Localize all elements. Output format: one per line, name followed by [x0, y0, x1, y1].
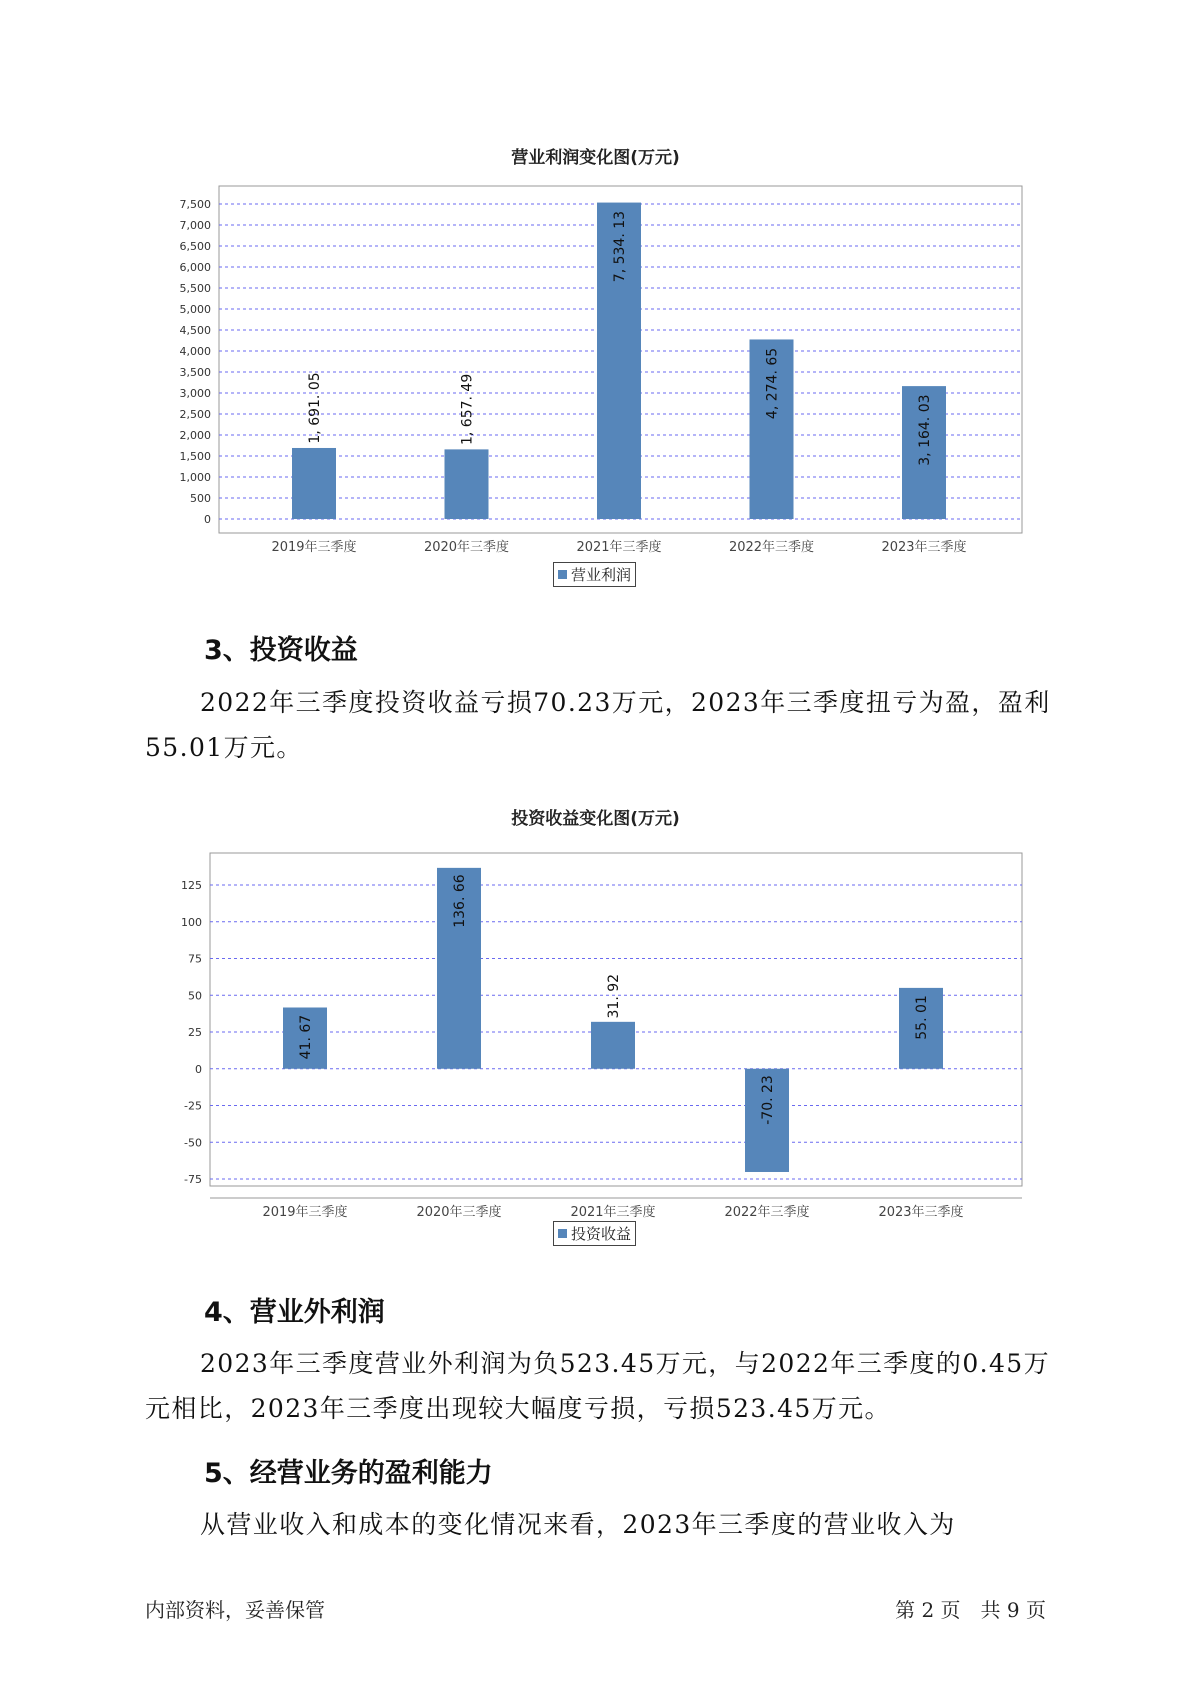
heading-business-profitability: 5、经营业务的盈利能力	[204, 1458, 493, 1489]
y-tick-label: 500	[190, 492, 211, 505]
chart-2-title: 投资收益变化图(万元)	[511, 809, 680, 829]
x-tick-label: 2020年三季度	[416, 1205, 502, 1220]
data-label: 31. 92	[606, 973, 622, 1019]
y-tick-label: 3,500	[179, 366, 211, 379]
x-tick-label: 2019年三季度	[271, 540, 357, 555]
legend-label: 营业利润	[571, 566, 632, 584]
x-tick-label: 2023年三季度	[878, 1205, 964, 1220]
y-tick-label: 125	[181, 879, 202, 892]
x-tick-label: 2021年三季度	[576, 540, 662, 555]
y-tick-label: 4,500	[179, 324, 211, 337]
footer-confidential: 内部资料，妥善保管	[145, 1598, 325, 1622]
paragraph-business-profitability: 从营业收入和成本的变化情况来看，2023年三季度的营业收入为	[200, 1510, 956, 1539]
data-label: 1, 657. 49	[459, 373, 476, 446]
y-tick-label: 5,500	[179, 282, 211, 295]
y-tick-label: 100	[181, 915, 202, 929]
y-tick-label: 3,000	[179, 387, 211, 400]
y-tick-label: 7,500	[179, 198, 211, 211]
data-label: -70. 23	[760, 1075, 776, 1125]
chart-2-legend	[553, 1221, 636, 1246]
data-label: 1, 691. 05	[307, 372, 323, 444]
y-tick-label: 0	[195, 1062, 202, 1076]
y-tick-label: 75	[188, 952, 202, 966]
y-tick-label: -25	[184, 1099, 202, 1113]
y-tick-label: 50	[188, 989, 202, 1003]
y-tick-label: 2,000	[179, 429, 211, 442]
x-tick-label: 2023年三季度	[881, 540, 967, 555]
footer-page-number: 第 2 页 共 9 页	[895, 1598, 1046, 1622]
legend-label: 投资收益	[571, 1225, 632, 1243]
heading-non-operating-profit: 4、营业外利润	[204, 1297, 385, 1328]
paragraph-non-operating-profit: 2023年三季度营业外利润为负523.45万元，与2022年三季度的0.45万元相比，2023年三季度出现较大幅度亏损，亏损523.45万元。	[145, 1349, 1050, 1423]
bar	[591, 1022, 635, 1069]
data-label: 3, 164. 03	[917, 394, 933, 466]
x-tick-label: 2020年三季度	[423, 540, 510, 555]
data-label: 55. 01	[914, 995, 930, 1040]
y-tick-label: 7,000	[179, 219, 211, 232]
legend-swatch	[558, 1229, 567, 1238]
data-label: 7, 534. 13	[612, 210, 628, 283]
y-tick-label: 2,500	[179, 408, 211, 421]
y-tick-label: 5,000	[179, 303, 211, 316]
x-tick-label: 2022年三季度	[724, 1205, 810, 1220]
heading-investment-income: 3、投资收益	[204, 635, 358, 666]
paragraph-investment-income: 2022年三季度投资收益亏损70.23万元，2023年三季度扭亏为盈，盈利55.01万元。	[145, 688, 1051, 762]
x-tick-label: 2019年三季度	[262, 1205, 348, 1220]
y-tick-label: -50	[184, 1136, 202, 1150]
y-tick-label: 0	[204, 513, 211, 526]
y-tick-label: 1,000	[179, 471, 211, 484]
data-label: 4, 274. 65	[764, 347, 781, 420]
y-tick-label: 4,000	[179, 345, 211, 358]
chart-1-title: 营业利润变化图(万元)	[511, 148, 680, 168]
y-tick-label: 25	[188, 1026, 202, 1039]
data-label: 136. 66	[452, 874, 468, 928]
y-tick-label: -75	[184, 1173, 202, 1186]
data-label: 41. 67	[298, 1014, 314, 1060]
x-tick-label: 2022年三季度	[728, 540, 815, 555]
y-tick-label: 6,500	[179, 240, 211, 253]
y-tick-label: 1,500	[179, 450, 211, 463]
x-tick-label: 2021年三季度	[570, 1205, 656, 1220]
y-tick-label: 6,000	[179, 261, 211, 274]
